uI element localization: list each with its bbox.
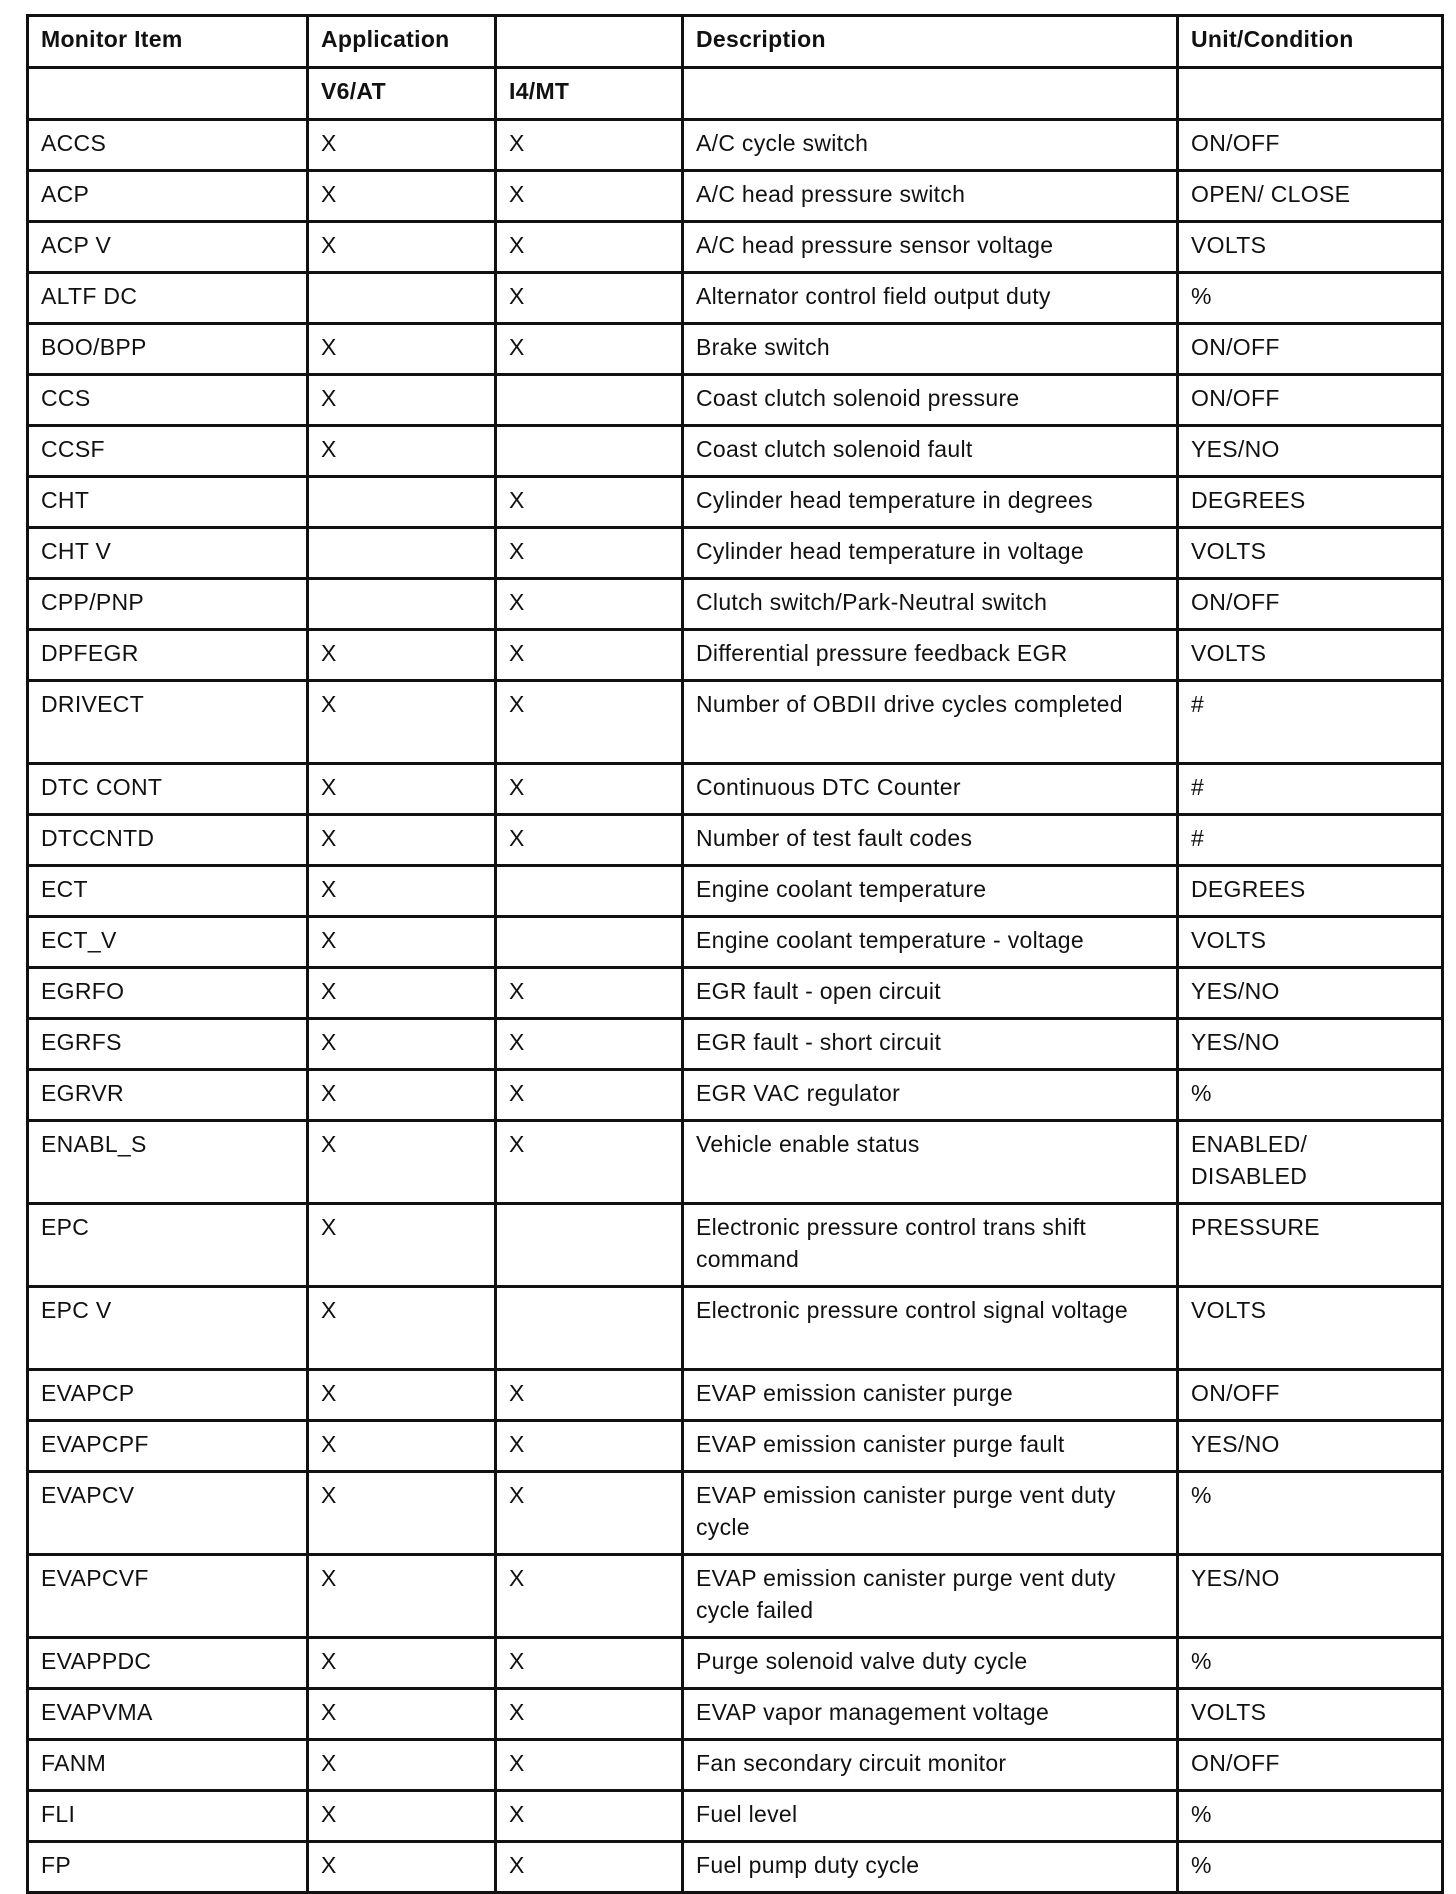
table-row — [28, 1070, 1443, 1121]
cell-v6-at: X — [308, 917, 496, 968]
cell-i4-mt: X — [496, 1121, 683, 1204]
cell-description: Vehicle enable status — [683, 1121, 1178, 1204]
cell-monitor-item: CHT V — [28, 528, 308, 579]
cell-monitor-item: ACP — [28, 171, 308, 222]
cell-i4-mt: X — [496, 764, 683, 815]
cell-description: Engine coolant temperature - voltage — [683, 917, 1178, 968]
cell-v6-at: X — [308, 324, 496, 375]
cell-description: Electronic pressure control trans shift command — [683, 1204, 1178, 1287]
table-row — [28, 681, 1443, 764]
cell-monitor-item: DRIVECT — [28, 681, 308, 764]
cell-description: A/C cycle switch — [683, 120, 1178, 171]
header-description: Description — [683, 16, 1178, 68]
cell-monitor-item: ENABL_S — [28, 1121, 308, 1204]
cell-monitor-item: ECT — [28, 866, 308, 917]
cell-v6-at — [308, 477, 496, 528]
cell-v6-at: X — [308, 630, 496, 681]
header-row — [28, 16, 1443, 68]
cell-description: EGR VAC regulator — [683, 1070, 1178, 1121]
cell-i4-mt: X — [496, 324, 683, 375]
cell-description: Clutch switch/Park-Neutral switch — [683, 579, 1178, 630]
cell-v6-at: X — [308, 1472, 496, 1555]
table-row — [28, 1638, 1443, 1689]
cell-v6-at: X — [308, 171, 496, 222]
cell-description: Continuous DTC Counter — [683, 764, 1178, 815]
header-unit: Unit/Condition — [1178, 16, 1443, 68]
cell-description: Cylinder head temperature in voltage — [683, 528, 1178, 579]
cell-v6-at: X — [308, 120, 496, 171]
cell-monitor-item: CHT — [28, 477, 308, 528]
subheader-row — [28, 68, 1443, 120]
cell-i4-mt: X — [496, 968, 683, 1019]
cell-description: Purge solenoid valve duty cycle — [683, 1638, 1178, 1689]
cell-unit: YES/NO — [1178, 426, 1443, 477]
table-row — [28, 171, 1443, 222]
table-row — [28, 375, 1443, 426]
cell-unit: VOLTS — [1178, 630, 1443, 681]
cell-unit: YES/NO — [1178, 1421, 1443, 1472]
cell-monitor-item: ACCS — [28, 120, 308, 171]
cell-description: EVAP vapor management voltage — [683, 1689, 1178, 1740]
cell-monitor-item: ACP V — [28, 222, 308, 273]
cell-v6-at: X — [308, 1421, 496, 1472]
table-row — [28, 1791, 1443, 1842]
cell-i4-mt: X — [496, 120, 683, 171]
cell-v6-at: X — [308, 1287, 496, 1370]
header-empty — [496, 16, 683, 68]
cell-v6-at — [308, 528, 496, 579]
cell-description: Fan secondary circuit monitor — [683, 1740, 1178, 1791]
cell-i4-mt: X — [496, 1689, 683, 1740]
cell-unit: # — [1178, 681, 1443, 764]
cell-monitor-item: FP — [28, 1842, 308, 1893]
cell-description: EGR fault - short circuit — [683, 1019, 1178, 1070]
cell-i4-mt: X — [496, 528, 683, 579]
table-row — [28, 1287, 1443, 1370]
header-i4-mt: I4/MT — [496, 68, 683, 120]
cell-i4-mt: X — [496, 222, 683, 273]
subheader-empty — [28, 68, 308, 120]
cell-monitor-item: EVAPVMA — [28, 1689, 308, 1740]
cell-v6-at: X — [308, 1689, 496, 1740]
cell-monitor-item: CCS — [28, 375, 308, 426]
table-row — [28, 1370, 1443, 1421]
table-row — [28, 968, 1443, 1019]
cell-i4-mt: X — [496, 1472, 683, 1555]
cell-i4-mt: X — [496, 171, 683, 222]
cell-v6-at: X — [308, 968, 496, 1019]
table-row — [28, 222, 1443, 273]
cell-description: EVAP emission canister purge vent duty cycle — [683, 1472, 1178, 1555]
cell-v6-at — [308, 273, 496, 324]
cell-i4-mt — [496, 1204, 683, 1287]
cell-unit: VOLTS — [1178, 1689, 1443, 1740]
cell-monitor-item: ALTF DC — [28, 273, 308, 324]
cell-description: Engine coolant temperature — [683, 866, 1178, 917]
cell-i4-mt: X — [496, 1019, 683, 1070]
cell-i4-mt: X — [496, 1791, 683, 1842]
table-row — [28, 1019, 1443, 1070]
cell-monitor-item: ECT_V — [28, 917, 308, 968]
cell-monitor-item: FLI — [28, 1791, 308, 1842]
cell-description: Number of OBDII drive cycles completed — [683, 681, 1178, 764]
cell-description: EVAP emission canister purge fault — [683, 1421, 1178, 1472]
cell-unit: ON/OFF — [1178, 324, 1443, 375]
cell-monitor-item: EVAPPDC — [28, 1638, 308, 1689]
cell-i4-mt: X — [496, 630, 683, 681]
cell-description: A/C head pressure switch — [683, 171, 1178, 222]
cell-description: EGR fault - open circuit — [683, 968, 1178, 1019]
cell-monitor-item: EGRFO — [28, 968, 308, 1019]
cell-description: Differential pressure feedback EGR — [683, 630, 1178, 681]
cell-unit: % — [1178, 1842, 1443, 1893]
cell-unit: % — [1178, 273, 1443, 324]
cell-v6-at: X — [308, 1370, 496, 1421]
cell-i4-mt: X — [496, 1740, 683, 1791]
cell-unit: YES/NO — [1178, 1555, 1443, 1638]
cell-monitor-item: EPC — [28, 1204, 308, 1287]
cell-unit: YES/NO — [1178, 1019, 1443, 1070]
table-row — [28, 764, 1443, 815]
table-row — [28, 866, 1443, 917]
cell-v6-at: X — [308, 815, 496, 866]
cell-unit: YES/NO — [1178, 968, 1443, 1019]
header-monitor-item: Monitor Item — [28, 16, 308, 68]
cell-unit: VOLTS — [1178, 1287, 1443, 1370]
cell-unit: ON/OFF — [1178, 579, 1443, 630]
cell-i4-mt — [496, 1287, 683, 1370]
cell-unit: PRESSURE — [1178, 1204, 1443, 1287]
cell-i4-mt — [496, 917, 683, 968]
cell-i4-mt: X — [496, 1070, 683, 1121]
table-row — [28, 1121, 1443, 1204]
cell-i4-mt: X — [496, 681, 683, 764]
cell-v6-at: X — [308, 1204, 496, 1287]
cell-v6-at: X — [308, 1740, 496, 1791]
cell-i4-mt: X — [496, 1370, 683, 1421]
cell-monitor-item: DTC CONT — [28, 764, 308, 815]
cell-unit: % — [1178, 1472, 1443, 1555]
cell-i4-mt — [496, 866, 683, 917]
cell-v6-at: X — [308, 1842, 496, 1893]
table-row — [28, 528, 1443, 579]
cell-monitor-item: FANM — [28, 1740, 308, 1791]
table-row — [28, 426, 1443, 477]
table-row — [28, 1842, 1443, 1893]
table-row — [28, 1204, 1443, 1287]
cell-description: Fuel level — [683, 1791, 1178, 1842]
cell-i4-mt — [496, 375, 683, 426]
cell-description: Brake switch — [683, 324, 1178, 375]
table-row — [28, 1421, 1443, 1472]
cell-description: EVAP emission canister purge vent duty cycle failed — [683, 1555, 1178, 1638]
cell-i4-mt: X — [496, 1842, 683, 1893]
table-row — [28, 1472, 1443, 1555]
cell-description: EVAP emission canister purge — [683, 1370, 1178, 1421]
cell-unit: ON/OFF — [1178, 375, 1443, 426]
cell-unit: ON/OFF — [1178, 1740, 1443, 1791]
cell-unit: % — [1178, 1791, 1443, 1842]
cell-v6-at: X — [308, 1555, 496, 1638]
cell-i4-mt: X — [496, 1555, 683, 1638]
table-row — [28, 1555, 1443, 1638]
table-row — [28, 579, 1443, 630]
table-row — [28, 477, 1443, 528]
cell-v6-at — [308, 579, 496, 630]
cell-v6-at: X — [308, 375, 496, 426]
cell-i4-mt: X — [496, 1638, 683, 1689]
cell-unit: % — [1178, 1638, 1443, 1689]
cell-i4-mt: X — [496, 273, 683, 324]
cell-description: Coast clutch solenoid fault — [683, 426, 1178, 477]
cell-description: Number of test fault codes — [683, 815, 1178, 866]
cell-i4-mt — [496, 426, 683, 477]
cell-v6-at: X — [308, 764, 496, 815]
cell-unit: DEGREES — [1178, 866, 1443, 917]
cell-v6-at: X — [308, 1121, 496, 1204]
cell-i4-mt: X — [496, 579, 683, 630]
cell-v6-at: X — [308, 866, 496, 917]
cell-description: Electronic pressure control signal voltage — [683, 1287, 1178, 1370]
table-row — [28, 815, 1443, 866]
cell-v6-at: X — [308, 681, 496, 764]
cell-monitor-item: DPFEGR — [28, 630, 308, 681]
header-application: Application — [308, 16, 496, 68]
cell-unit: ON/OFF — [1178, 120, 1443, 171]
table-row — [28, 324, 1443, 375]
cell-monitor-item: EGRFS — [28, 1019, 308, 1070]
cell-monitor-item: DTCCNTD — [28, 815, 308, 866]
cell-v6-at: X — [308, 1791, 496, 1842]
cell-unit: # — [1178, 764, 1443, 815]
cell-monitor-item: EVAPCPF — [28, 1421, 308, 1472]
cell-unit: ON/OFF — [1178, 1370, 1443, 1421]
cell-monitor-item: EGRVR — [28, 1070, 308, 1121]
cell-description: A/C head pressure sensor voltage — [683, 222, 1178, 273]
cell-monitor-item: EVAPCP — [28, 1370, 308, 1421]
cell-unit: OPEN/ CLOSE — [1178, 171, 1443, 222]
cell-monitor-item: EPC V — [28, 1287, 308, 1370]
cell-monitor-item: EVAPCV — [28, 1472, 308, 1555]
cell-v6-at: X — [308, 426, 496, 477]
subheader-empty — [683, 68, 1178, 120]
monitor-item-table — [26, 14, 1444, 1894]
cell-v6-at: X — [308, 222, 496, 273]
cell-unit: VOLTS — [1178, 917, 1443, 968]
cell-description: Fuel pump duty cycle — [683, 1842, 1178, 1893]
cell-v6-at: X — [308, 1019, 496, 1070]
cell-monitor-item: CPP/PNP — [28, 579, 308, 630]
cell-i4-mt: X — [496, 815, 683, 866]
table-row — [28, 120, 1443, 171]
cell-v6-at: X — [308, 1638, 496, 1689]
cell-monitor-item: EVAPCVF — [28, 1555, 308, 1638]
table-row — [28, 1740, 1443, 1791]
cell-monitor-item: BOO/BPP — [28, 324, 308, 375]
cell-unit: % — [1178, 1070, 1443, 1121]
cell-unit: ENABLED/ DISABLED — [1178, 1121, 1443, 1204]
cell-description: Cylinder head temperature in degrees — [683, 477, 1178, 528]
cell-unit: VOLTS — [1178, 222, 1443, 273]
cell-v6-at: X — [308, 1070, 496, 1121]
table-row — [28, 917, 1443, 968]
cell-description: Alternator control field output duty — [683, 273, 1178, 324]
cell-unit: VOLTS — [1178, 528, 1443, 579]
cell-monitor-item: CCSF — [28, 426, 308, 477]
table-row — [28, 273, 1443, 324]
header-v6-at: V6/AT — [308, 68, 496, 120]
cell-unit: DEGREES — [1178, 477, 1443, 528]
cell-i4-mt: X — [496, 477, 683, 528]
subheader-empty — [1178, 68, 1443, 120]
cell-i4-mt: X — [496, 1421, 683, 1472]
cell-unit: # — [1178, 815, 1443, 866]
table-row — [28, 630, 1443, 681]
cell-description: Coast clutch solenoid pressure — [683, 375, 1178, 426]
table-row — [28, 1689, 1443, 1740]
